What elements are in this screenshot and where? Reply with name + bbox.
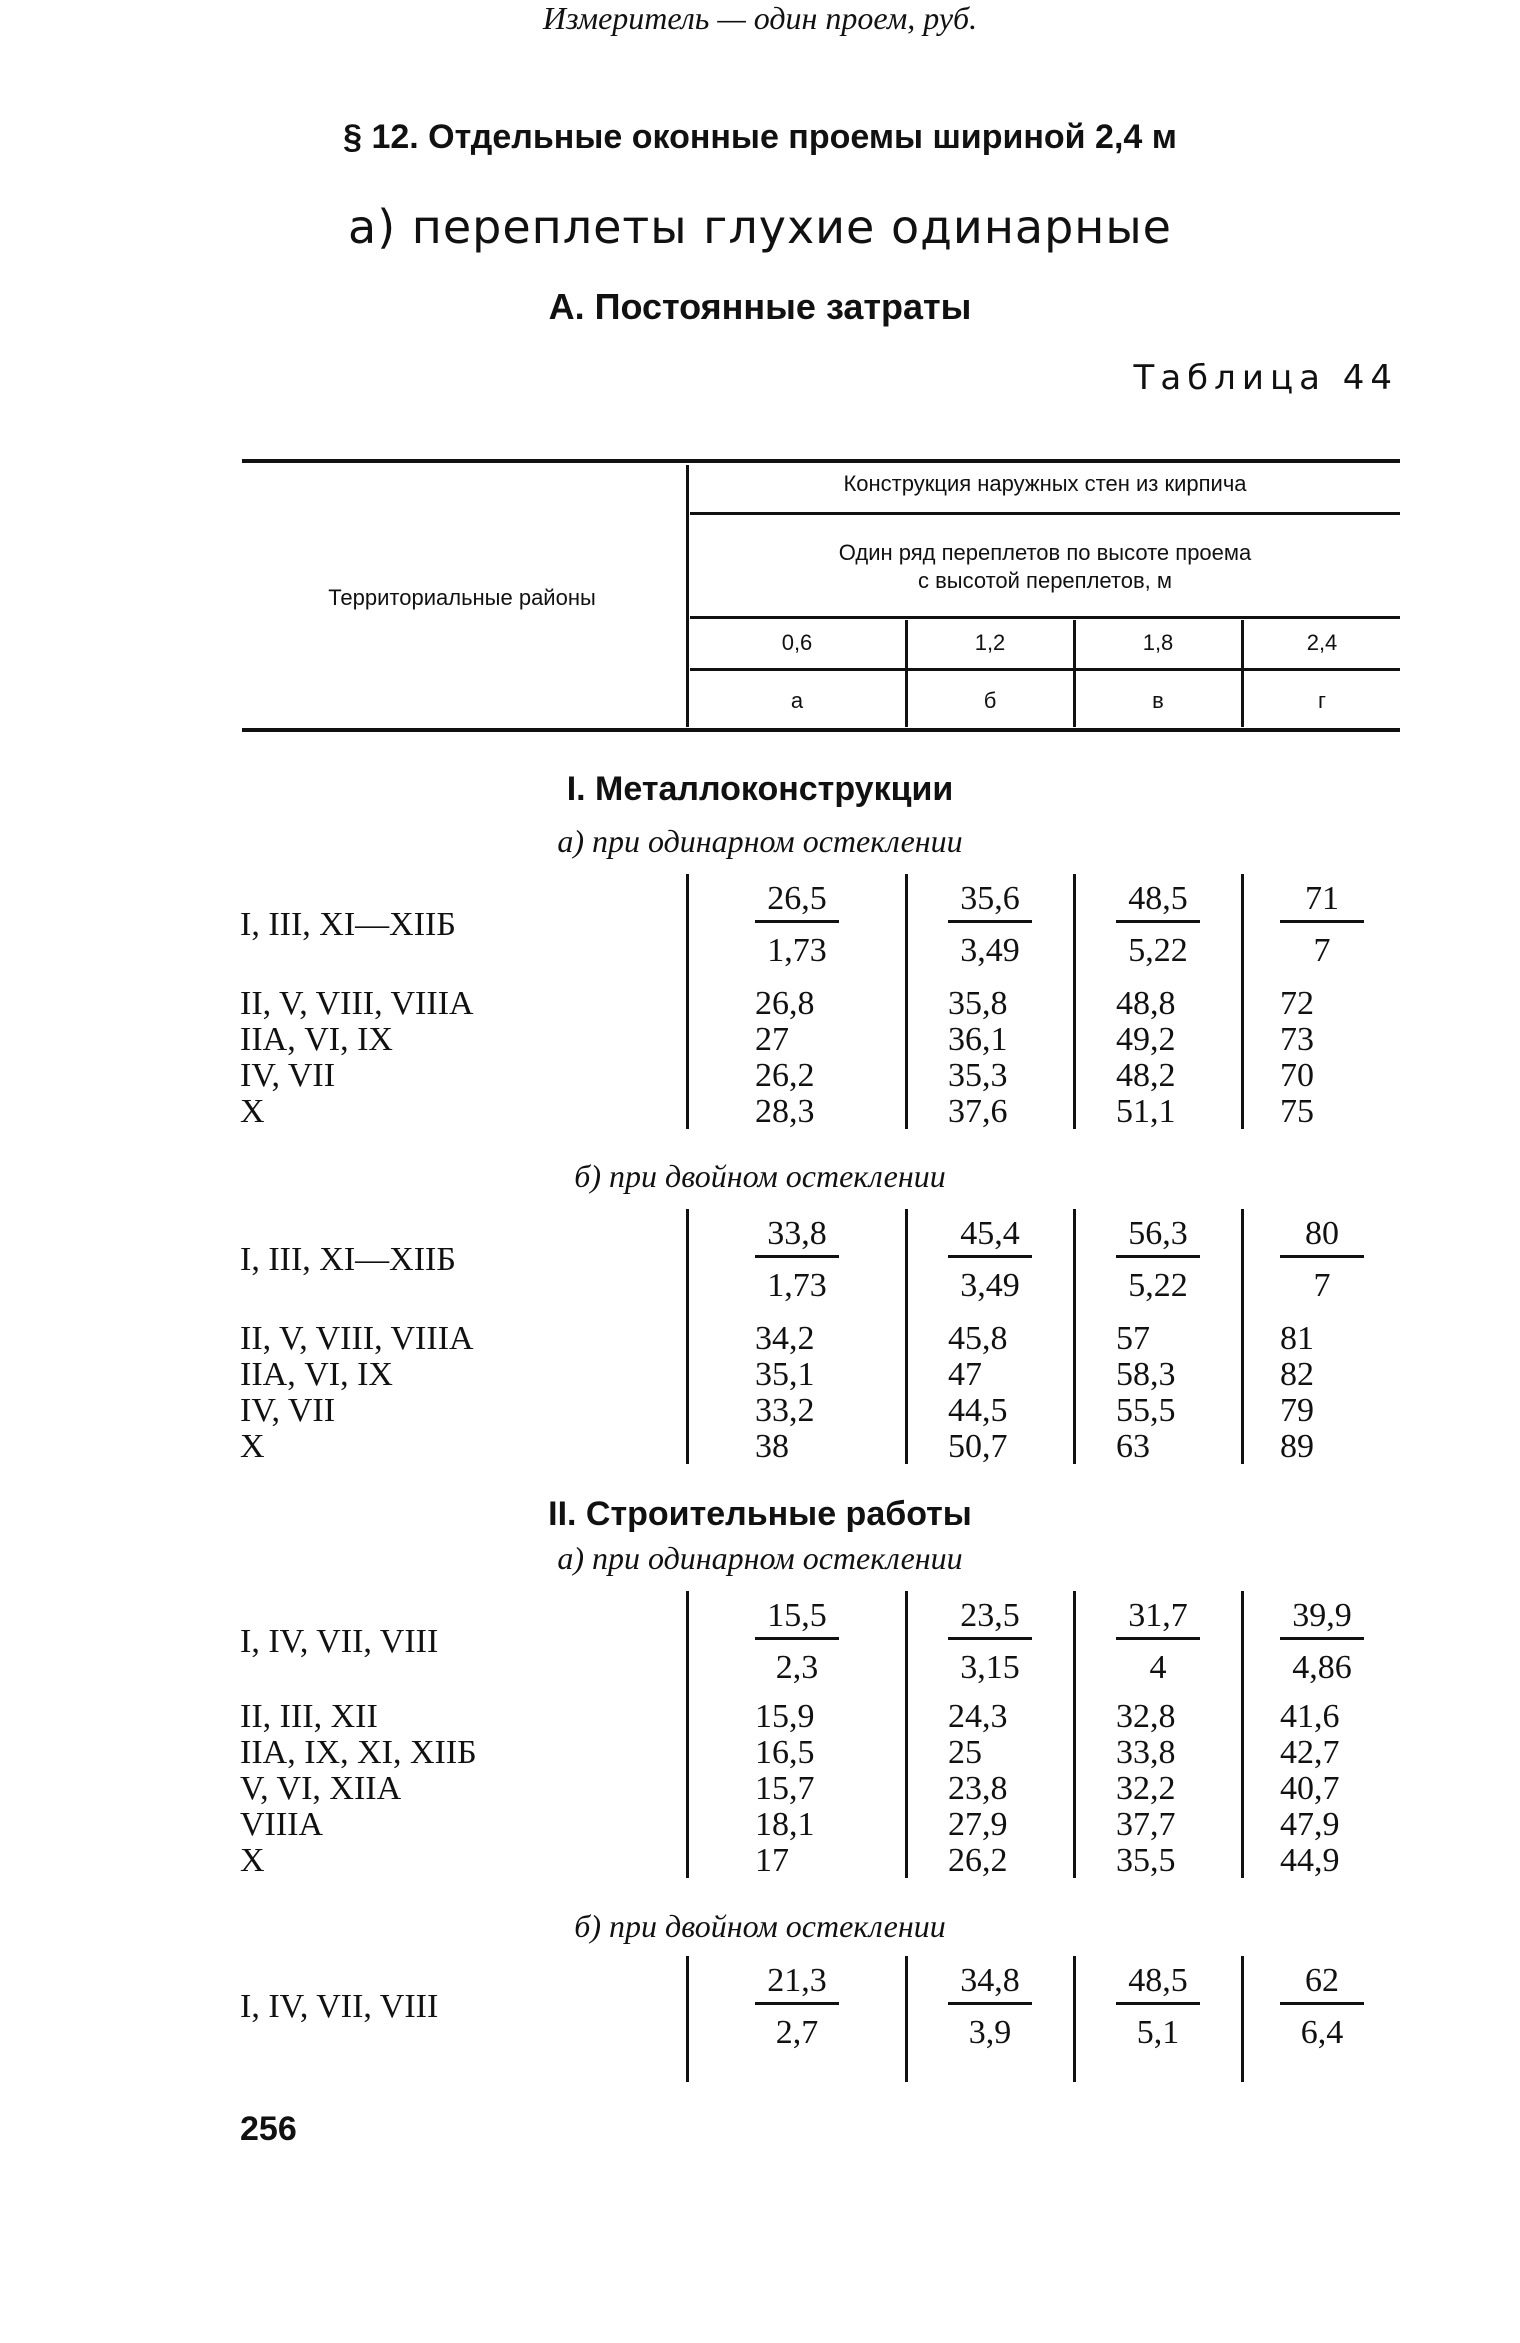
table-cell: 16,5 [755, 1734, 815, 1771]
table-cell: 25 [948, 1734, 982, 1771]
region-name: I, III, XI—XIIБ [240, 1241, 456, 1278]
table-cell: 23,8 [948, 1770, 1008, 1807]
region-name: IV, VII [240, 1392, 336, 1429]
table-cell: 44,5 [948, 1392, 1008, 1429]
fraction-numerator: 39,9 [1280, 1597, 1364, 1640]
region-name: IIА, VI, IX [240, 1356, 393, 1393]
table-cell: 35,8 [948, 985, 1008, 1022]
region-name: X [240, 1842, 265, 1879]
table-cell: 35,1 [755, 1356, 815, 1393]
header-rule-2 [690, 616, 1400, 619]
region-name: IV, VII [240, 1057, 336, 1094]
column-divider [686, 1591, 689, 1878]
table-label: Таблица 44 [1133, 358, 1398, 398]
region-name: X [240, 1093, 265, 1130]
fraction-denominator: 5,1 [1136, 2014, 1180, 2051]
subgroup-title: а) при одинарном остеклении [557, 1540, 963, 1576]
table-cell: 35,5 [1116, 1842, 1176, 1879]
fraction-numerator: 45,4 [948, 1215, 1032, 1258]
column-divider [905, 874, 908, 1129]
table-cell: 48,8 [1116, 985, 1176, 1022]
fraction-denominator: 4,86 [1292, 1649, 1352, 1686]
region-name: IIА, IX, XI, XIIБ [240, 1734, 477, 1771]
column-divider [686, 874, 689, 1129]
section-title: § 12. Отдельные оконные проемы шириной 2,4 м [343, 118, 1177, 156]
fraction-denominator: 2,3 [775, 1649, 819, 1686]
column-divider [1073, 1591, 1076, 1878]
fraction-numerator: 62 [1280, 1962, 1364, 2005]
table-cell: 57 [1116, 1320, 1150, 1357]
fraction-numerator: 34,8 [948, 1962, 1032, 2005]
group-title: II. Строительные работы [548, 1495, 972, 1533]
table-cell: 15,9 [755, 1698, 815, 1735]
region-name: IIА, VI, IX [240, 1021, 393, 1058]
table-cell: 41,6 [1280, 1698, 1340, 1735]
table-cell: 17 [755, 1842, 789, 1879]
table-cell: 33,8 [1116, 1734, 1176, 1771]
region-name: I, III, XI—XIIБ [240, 906, 456, 943]
header-letter: а [790, 688, 804, 713]
table-cell: 55,5 [1116, 1392, 1176, 1429]
table-cell: 50,7 [948, 1428, 1008, 1465]
header-col-divider [905, 620, 908, 727]
fraction-denominator: 6,4 [1300, 2014, 1344, 2051]
fraction-numerator: 31,7 [1116, 1597, 1200, 1640]
table-cell: 58,3 [1116, 1356, 1176, 1393]
fraction-denominator: 1,73 [767, 1267, 827, 1304]
table-cell: 32,8 [1116, 1698, 1176, 1735]
header-height: 1,8 [1142, 630, 1174, 655]
subgroup-title: б) при двойном остеклении [574, 1908, 946, 1944]
fraction-numerator: 15,5 [755, 1597, 839, 1640]
fraction-denominator: 3,49 [960, 932, 1020, 969]
table-cell: 36,1 [948, 1021, 1008, 1058]
table-cell: 63 [1116, 1428, 1150, 1465]
column-divider [1241, 1591, 1244, 1878]
table-cell: 34,2 [755, 1320, 815, 1357]
column-divider [1241, 1956, 1244, 2082]
table-cell: 47 [948, 1356, 982, 1393]
header-col-divider [1241, 620, 1244, 727]
column-divider [1073, 1956, 1076, 2082]
table-cell: 75 [1280, 1093, 1314, 1130]
header-divider [686, 465, 689, 727]
column-divider [905, 1209, 908, 1464]
fraction-numerator: 56,3 [1116, 1215, 1200, 1258]
header-letter: в [1152, 688, 1164, 713]
region-name: II, III, XII [240, 1698, 378, 1735]
fraction-numerator: 35,6 [948, 880, 1032, 923]
subtitle: а) переплеты глухие одинарные [348, 200, 1172, 254]
header-desc-line2: с высотой переплетов, м [917, 568, 1173, 593]
table-cell: 32,2 [1116, 1770, 1176, 1807]
table-cell: 26,2 [755, 1057, 815, 1094]
table-cell: 70 [1280, 1057, 1314, 1094]
table-cell: 26,2 [948, 1842, 1008, 1879]
region-name: II, V, VIII, VIIIА [240, 1320, 474, 1357]
region-name: II, V, VIII, VIIIА [240, 985, 474, 1022]
table-cell: 42,7 [1280, 1734, 1340, 1771]
header-height: 1,2 [974, 630, 1006, 655]
table-cell: 51,1 [1116, 1093, 1176, 1130]
header-desc-line1: Один ряд переплетов по высоте проема [838, 540, 1252, 565]
region-name: VIIIА [240, 1806, 324, 1843]
table-cell: 40,7 [1280, 1770, 1340, 1807]
region-name: X [240, 1428, 265, 1465]
header-region: Территориальные районы [328, 585, 596, 610]
table-cell: 89 [1280, 1428, 1314, 1465]
column-divider [905, 1591, 908, 1878]
table-cell: 79 [1280, 1392, 1314, 1429]
region-name: I, IV, VII, VIII [240, 1623, 439, 1660]
header-bottom-rule [242, 728, 1400, 732]
table-cell: 18,1 [755, 1806, 815, 1843]
fraction-numerator: 26,5 [755, 880, 839, 923]
header-height: 2,4 [1306, 630, 1338, 655]
fraction-denominator: 3,9 [968, 2014, 1012, 2051]
table-cell: 26,8 [755, 985, 815, 1022]
header-letter: г [1317, 688, 1327, 713]
table-cell: 45,8 [948, 1320, 1008, 1357]
fraction-denominator: 7 [1313, 1267, 1331, 1304]
table-cell: 72 [1280, 985, 1314, 1022]
table-cell: 37,7 [1116, 1806, 1176, 1843]
header-col-divider [1073, 620, 1076, 727]
fraction-numerator: 21,3 [755, 1962, 839, 2005]
fraction-numerator: 71 [1280, 880, 1364, 923]
fraction-denominator: 1,73 [767, 932, 827, 969]
fraction-denominator: 5,22 [1128, 1267, 1188, 1304]
column-divider [1241, 874, 1244, 1129]
table-cell: 35,3 [948, 1057, 1008, 1094]
fraction-denominator: 5,22 [1128, 932, 1188, 969]
fraction-numerator: 23,5 [948, 1597, 1032, 1640]
block-title: А. Постоянные затраты [548, 286, 972, 327]
fraction-denominator: 3,15 [960, 1649, 1020, 1686]
header-height: 0,6 [781, 630, 813, 655]
region-name: V, VI, XIIА [240, 1770, 402, 1807]
table-cell: 73 [1280, 1021, 1314, 1058]
fraction-numerator: 48,5 [1116, 1962, 1200, 2005]
table-cell: 38 [755, 1428, 789, 1465]
header-top-rule [242, 459, 1400, 463]
table-cell: 33,2 [755, 1392, 815, 1429]
fraction-denominator: 4 [1149, 1649, 1167, 1686]
column-divider [686, 1209, 689, 1464]
column-divider [686, 1956, 689, 2082]
header-construction: Конструкция наружных стен из кирпича [843, 471, 1247, 496]
header-letter: б [983, 688, 997, 713]
header-rule-1 [690, 512, 1400, 515]
fraction-numerator: 80 [1280, 1215, 1364, 1258]
column-divider [1073, 1209, 1076, 1464]
subgroup-title: а) при одинарном остеклении [557, 823, 963, 859]
fraction-numerator: 48,5 [1116, 880, 1200, 923]
page-number: 256 [240, 2110, 297, 2148]
table-cell: 15,7 [755, 1770, 815, 1807]
column-divider [905, 1956, 908, 2082]
header-rule-3 [690, 668, 1400, 671]
table-cell: 44,9 [1280, 1842, 1340, 1879]
table-cell: 48,2 [1116, 1057, 1176, 1094]
fraction-denominator: 7 [1313, 932, 1331, 969]
table-cell: 27 [755, 1021, 789, 1058]
measure-unit: Измеритель — один проем, руб. [542, 0, 978, 36]
table-cell: 24,3 [948, 1698, 1008, 1735]
fraction-numerator: 33,8 [755, 1215, 839, 1258]
table-cell: 81 [1280, 1320, 1314, 1357]
table-cell: 82 [1280, 1356, 1314, 1393]
table-cell: 28,3 [755, 1093, 815, 1130]
fraction-denominator: 3,49 [960, 1267, 1020, 1304]
fraction-denominator: 2,7 [775, 2014, 819, 2051]
subgroup-title: б) при двойном остеклении [574, 1158, 946, 1194]
group-title: I. Металлоконструкции [566, 770, 954, 808]
table-cell: 47,9 [1280, 1806, 1340, 1843]
table-cell: 27,9 [948, 1806, 1008, 1843]
column-divider [1073, 874, 1076, 1129]
table-cell: 37,6 [948, 1093, 1008, 1130]
region-name: I, IV, VII, VIII [240, 1988, 439, 2025]
table-cell: 49,2 [1116, 1021, 1176, 1058]
column-divider [1241, 1209, 1244, 1464]
